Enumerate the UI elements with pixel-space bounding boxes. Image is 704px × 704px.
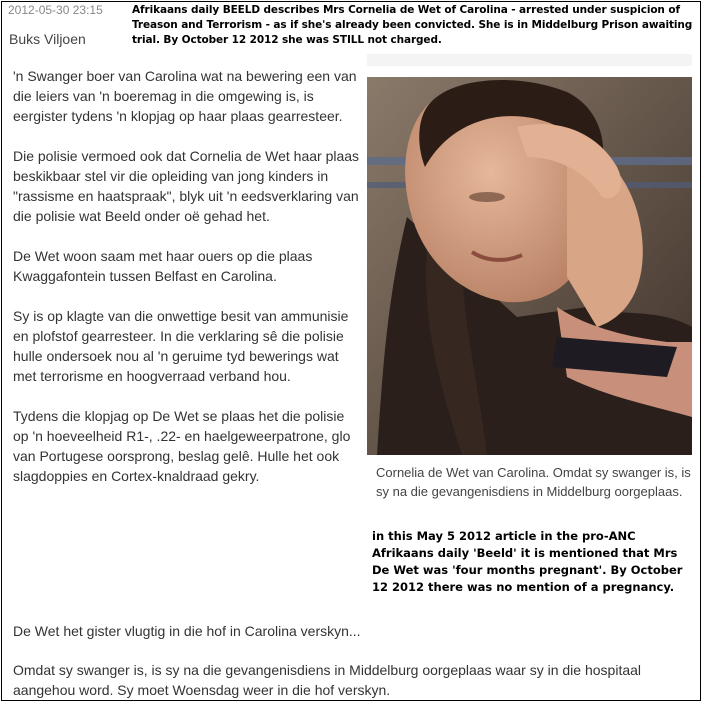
article-paragraph-wide bbox=[13, 660, 699, 700]
article-paragraph: 'n Swanger boer van Carolina wat na bewering een van die leiers van 'n boeremag in die omgewing is, is eergister tydens 'n klopjag op haar plaas gearresteer. bbox=[13, 68, 357, 124]
photo-caption: Cornelia de Wet van Carolina. Omdat sy swanger is, is sy na die gevangenisdiens in Middelburg oorgeplaas. bbox=[376, 465, 691, 499]
annotation-note: in this May 5 2012 article in the pro-ANC Afrikaans daily 'Beeld' it is mentioned that Mrs De Wet was 'four months pregnant'. By October 12 2012 there was no mention of a pregnancy. bbox=[372, 529, 683, 594]
article-timestamp: 2012-05-30 23:15 bbox=[8, 3, 103, 17]
article-paragraph-wide bbox=[13, 621, 699, 641]
article-paragraph: Die polisie vermoed ook dat Cornelia de Wet haar plaas beskikbaar stel vir die opleiding van jong kinders in "rassisme en haatspraak", blyk uit 'n eedsverklaring van die polisie wat Beeld onder oë gehad het. bbox=[13, 148, 360, 224]
article-body bbox=[13, 66, 363, 506]
article-paragraph: De Wet het gister vlugtig in die hof in Carolina verskyn... bbox=[13, 623, 361, 639]
overlay-banner-text: Afrikaans daily BEELD describes Mrs Cornelia de Wet of Carolina - arrested under suspicion of Treason and Terrorism - as if she's already been convicted. She is in Middelburg Prison awaiting trial. By October 12 2012 she was STILL not charged. bbox=[132, 4, 693, 46]
article-paragraph: Sy is op klagte van die onwettige besit van ammunisie en plofstof gearresteer. In die verklaring sê die polisie hulle ondersoek nou al 'n geruime tyd bewerings wat met terrorisme en hoogverraad verband hou. bbox=[13, 308, 349, 384]
article-paragraph: Tydens die klopjag op De Wet se plaas het die polisie op 'n hoeveelheid R1-, .22- en haelgeweerpatrone, glo van Portugese oorsprong, beslag gelê. Hulle het ook slagdoppies en Cortex-knaldraad gekry. bbox=[13, 408, 351, 484]
article-author: Buks Viljoen bbox=[9, 31, 86, 47]
article-photo bbox=[367, 77, 692, 455]
article-paragraph: Omdat sy swanger is, is sy na die gevangenisdiens in Middelburg oorgeplaas waar sy in die hospitaal aangehou word. Sy moet Woensdag weer in die hof verskyn. bbox=[13, 662, 642, 698]
photo-top-strip bbox=[367, 54, 692, 66]
woman-portrait-illustration bbox=[367, 77, 692, 455]
article-paragraph: De Wet woon saam met haar ouers op die plaas Kwaggafontein tussen Belfast en Carolina. bbox=[13, 248, 313, 284]
